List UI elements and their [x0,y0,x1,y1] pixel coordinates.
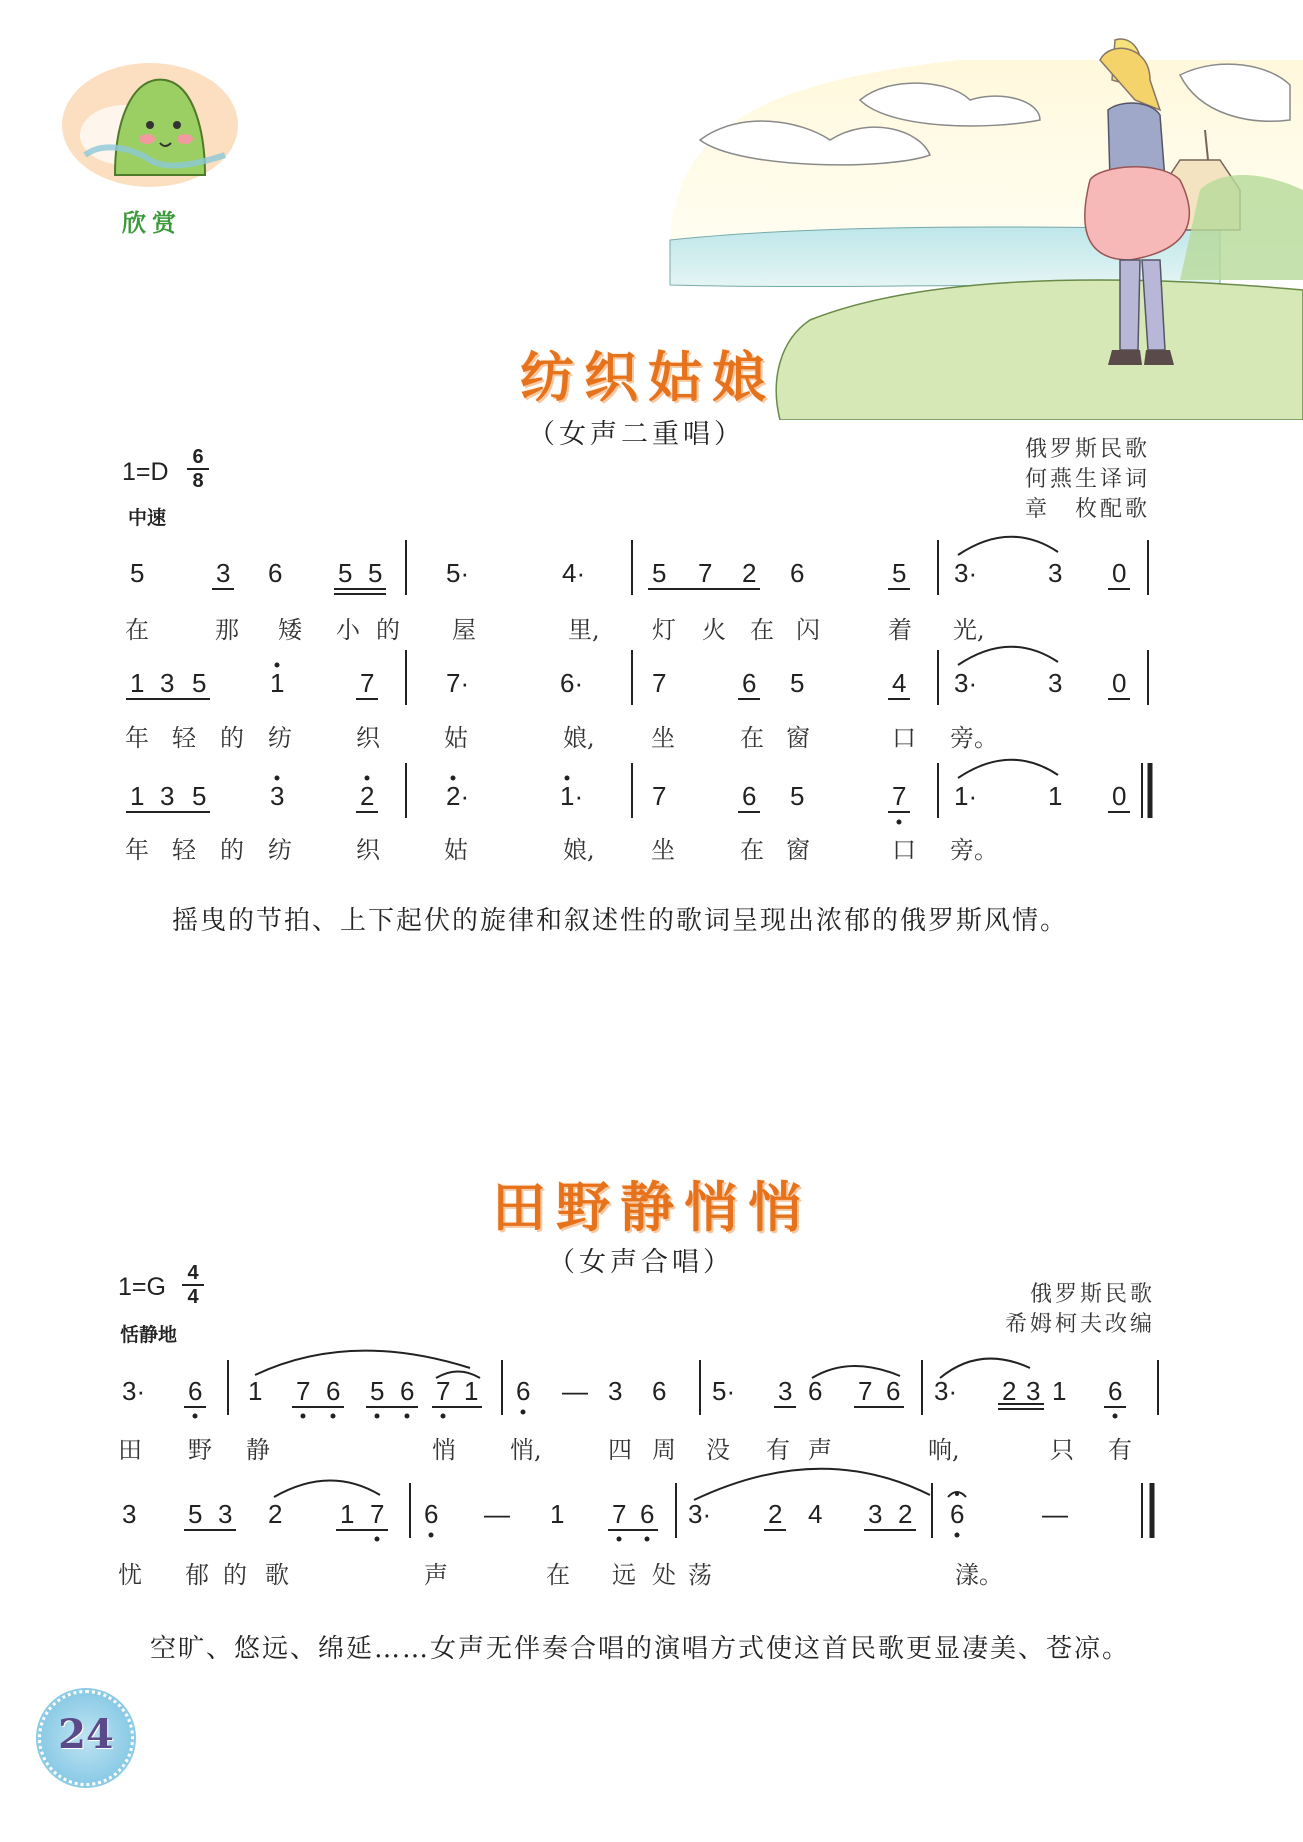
lyric-word: 口 [892,724,916,752]
svg-text:7: 7 [370,1499,385,1529]
lyric-word: 周 [652,1436,676,1464]
song2-title: 田野静悄悄 [492,1175,812,1239]
svg-text:5: 5 [790,781,805,811]
lyric-word: 娘, [563,724,595,752]
lyric-word: 在 [740,724,764,752]
song2-subtitle: （女声合唱） [548,1247,734,1278]
svg-text:6: 6 [950,1499,965,1529]
svg-text:3·: 3· [954,668,978,698]
svg-text:7: 7 [892,781,907,811]
song1-description: 摇曳的节拍、上下起伏的旋律和叙述性的歌词呈现出浓郁的俄罗斯风情。 [172,906,1069,936]
lyric-word: 响, [928,1436,960,1464]
svg-text:6: 6 [886,1376,901,1406]
svg-text:5: 5 [790,668,805,698]
svg-text:5: 5 [370,1376,385,1406]
lyric-word: 在 [750,616,774,644]
lyric-word: 织 [356,836,380,864]
key-signature: 1=G [118,1273,166,1301]
lyric-word: 屋 [452,616,476,644]
lyric-word: 有 [1108,1436,1132,1464]
svg-text:6: 6 [640,1499,655,1529]
svg-text:6: 6 [742,781,757,811]
lyric-word: 悄, [510,1436,542,1464]
lyric-word: 的 [220,724,244,752]
credit-line: 何燕生译词 [1024,467,1150,492]
lyric-word: 忧 [118,1561,142,1589]
svg-text:3: 3 [160,781,175,811]
lyric-word: 灯 [652,616,676,644]
lyric-word: 只 [1050,1436,1074,1464]
svg-text:1: 1 [130,781,145,811]
svg-text:6: 6 [188,1376,203,1406]
svg-text:7: 7 [652,668,667,698]
lyric-word: 悄 [432,1436,456,1464]
svg-text:6: 6 [516,1376,531,1406]
lyric-word: 漾。 [955,1561,1003,1589]
svg-text:5·: 5· [446,558,470,588]
notation-row-2 [122,1469,1152,1542]
svg-text:6: 6 [268,558,283,588]
song2-tempo: 恬静地 [120,1325,178,1346]
svg-text:6: 6 [808,1376,823,1406]
credit-line: 俄罗斯民歌 [1029,1282,1155,1307]
time-top: 6 [192,446,204,468]
svg-text:2: 2 [268,1499,283,1529]
svg-text:2: 2 [1002,1376,1017,1406]
lyric-word: 的 [376,616,400,644]
lyric-word: 田 [118,1436,142,1464]
lyric-word: 窗 [786,836,810,864]
svg-text:3: 3 [270,781,285,811]
svg-text:3·: 3· [122,1376,146,1406]
svg-text:3: 3 [218,1499,233,1529]
svg-text:5·: 5· [712,1376,736,1406]
svg-text:3: 3 [868,1499,883,1529]
svg-text:0: 0 [1112,558,1127,588]
svg-text:2: 2 [768,1499,783,1529]
svg-text:4: 4 [892,668,907,698]
lyric-word: 的 [223,1561,247,1589]
lyric-word: 的 [220,836,244,864]
svg-text:2·: 2· [446,781,470,811]
svg-text:5: 5 [652,558,667,588]
svg-text:2: 2 [360,781,375,811]
song2-description: 空旷、悠远、绵延……女声无伴奏合唱的演唱方式使这首民歌更显凄美、苍凉。 [150,1634,1131,1664]
svg-text:3: 3 [1048,558,1063,588]
svg-text:4: 4 [808,1499,823,1529]
time-bottom: 8 [192,470,204,492]
lyric-word: 窗 [786,724,810,752]
key-signature: 1=D [122,458,169,486]
lyric-word: 坐 [651,724,675,752]
time-bottom: 4 [187,1286,199,1308]
svg-text:6: 6 [424,1499,439,1529]
lyric-word: 荡 [688,1561,712,1589]
svg-text:5: 5 [338,558,353,588]
lyric-word: 矮 [278,616,302,644]
notation-row-1 [122,1351,1158,1419]
lyric-word: 远 [612,1561,636,1589]
credit-line: 希姆柯夫改编 [1004,1312,1155,1337]
lyric-word: 那 [215,616,239,644]
lyric-word: 纺 [268,836,292,864]
svg-text:4·: 4· [562,558,586,588]
svg-text:3: 3 [1048,668,1063,698]
credit-line: 章 枚配歌 [1024,497,1150,522]
svg-text:1: 1 [130,668,145,698]
lyric-word: 口 [892,836,916,864]
svg-text:6·: 6· [560,668,584,698]
lyric-word: 处 [652,1561,676,1589]
svg-text:6: 6 [790,558,805,588]
svg-text:7: 7 [296,1376,311,1406]
svg-text:5: 5 [188,1499,203,1529]
lyric-word: 轻 [172,724,196,752]
svg-text:3: 3 [216,558,231,588]
song1-title: 纺织姑娘 [520,345,776,409]
lyric-word: 光, [953,616,985,644]
svg-text:3·: 3· [934,1376,958,1406]
svg-text:3: 3 [122,1499,137,1529]
svg-text:1: 1 [270,668,285,698]
song1-tempo: 中速 [128,508,167,529]
svg-text:3: 3 [778,1376,793,1406]
lyric-word: 织 [356,724,380,752]
lyric-word: 声 [424,1561,448,1589]
svg-text:1: 1 [1048,781,1063,811]
lyric-word: 在 [125,616,149,644]
svg-text:1: 1 [550,1499,565,1529]
lyric-word: 坐 [651,836,675,864]
section-label: 欣赏 [122,209,182,237]
svg-text:1·: 1· [560,781,584,811]
svg-text:5: 5 [192,668,207,698]
lyric-word: 歌 [265,1561,289,1589]
lyric-word: 闪 [796,616,820,644]
lyric-word: 姑 [444,724,468,752]
lyric-word: 年 [125,724,149,752]
lyric-word: 年 [125,836,149,864]
page-number: 24 [58,1711,114,1758]
svg-text:1: 1 [248,1376,263,1406]
svg-text:7·: 7· [446,668,470,698]
lyric-word: 旁。 [950,724,998,752]
lyric-word: 旁。 [950,836,998,864]
svg-text:7: 7 [612,1499,627,1529]
svg-text:6: 6 [326,1376,341,1406]
svg-text:3: 3 [1026,1376,1041,1406]
svg-text:7: 7 [858,1376,873,1406]
svg-text:1: 1 [464,1376,479,1406]
svg-text:1·: 1· [954,781,978,811]
svg-text:3·: 3· [688,1499,712,1529]
lyric-word: 姑 [444,836,468,864]
svg-text:1: 1 [1052,1376,1067,1406]
svg-text:6: 6 [1108,1376,1123,1406]
svg-text:7: 7 [436,1376,451,1406]
lyric-word: 野 [188,1436,212,1464]
svg-text:3: 3 [160,668,175,698]
lyric-word: 火 [702,616,726,644]
svg-text:5: 5 [130,558,145,588]
svg-text:1: 1 [340,1499,355,1529]
svg-text:3: 3 [608,1376,623,1406]
svg-text:7: 7 [360,668,375,698]
svg-text:6: 6 [400,1376,415,1406]
lyric-word: 没 [706,1436,730,1464]
svg-text:2: 2 [898,1499,913,1529]
lyric-word: 在 [546,1561,570,1589]
song1-subtitle: （女声二重唱） [528,419,745,450]
svg-text:—: — [1042,1499,1068,1529]
lyric-word: 郁 [185,1561,209,1589]
page-number-badge [38,1690,134,1786]
svg-text:6: 6 [652,1376,667,1406]
lyric-word: 着 [888,616,912,644]
svg-text:—: — [562,1376,588,1406]
svg-text:5: 5 [368,558,383,588]
svg-text:6: 6 [742,668,757,698]
lyric-word: 有 [766,1436,790,1464]
lyric-word: 里, [568,616,600,644]
time-top: 4 [187,1262,199,1284]
svg-text:5: 5 [892,558,907,588]
svg-text:—: — [484,1499,510,1529]
lyric-word: 轻 [172,836,196,864]
svg-text:2: 2 [742,558,757,588]
svg-text:3·: 3· [954,558,978,588]
lyric-word: 在 [740,836,764,864]
svg-text:7: 7 [652,781,667,811]
credit-line: 俄罗斯民歌 [1024,437,1150,462]
svg-text:0: 0 [1112,668,1127,698]
svg-text:0: 0 [1112,781,1127,811]
lyric-word: 静 [246,1436,270,1464]
lyric-word: 声 [808,1436,832,1464]
svg-text:5: 5 [192,781,207,811]
lyric-word: 娘, [563,836,595,864]
svg-text:7: 7 [698,558,713,588]
lyric-word: 小 [336,616,360,644]
lyric-word: 四 [608,1436,632,1464]
lyric-word: 纺 [268,724,292,752]
